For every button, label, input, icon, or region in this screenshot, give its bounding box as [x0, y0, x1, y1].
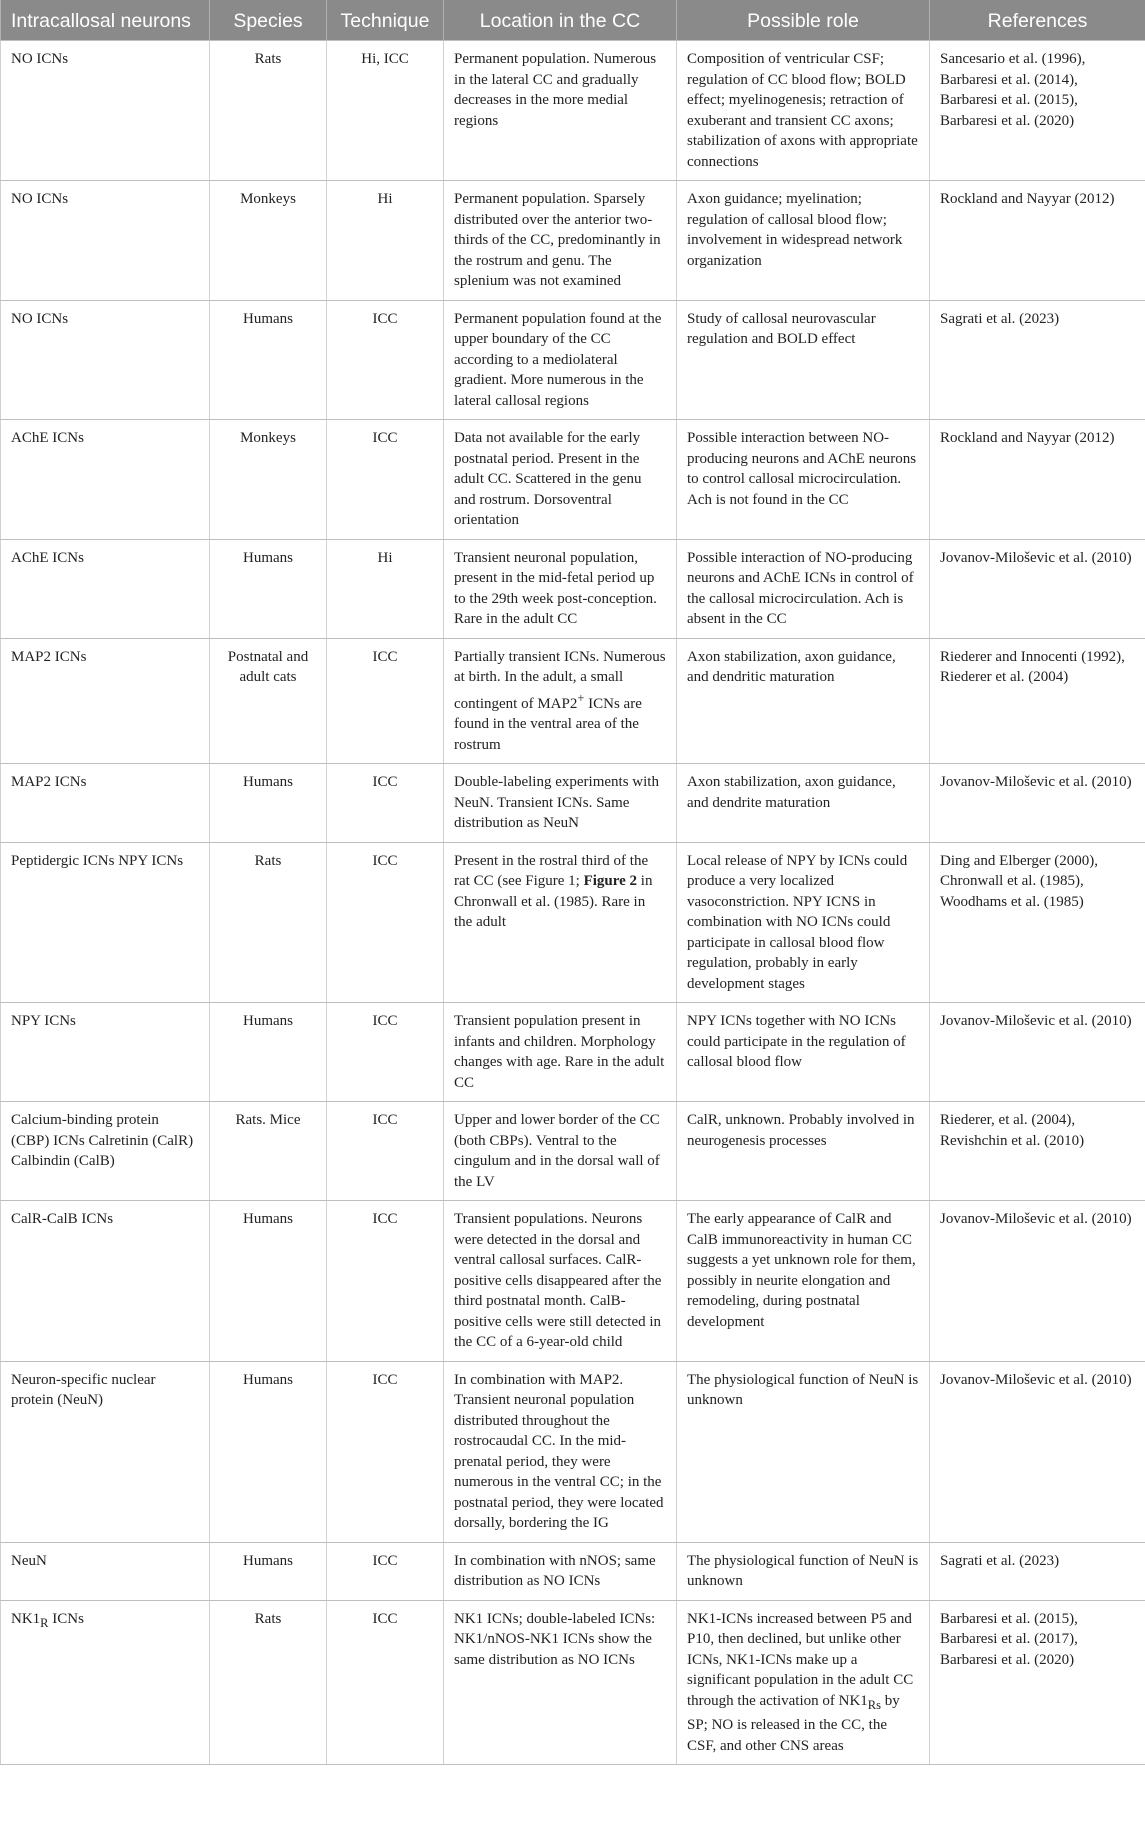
location-text: Present in the rostral third of the rat CC (see Figure 1;: [454, 852, 649, 889]
cell-neurons: NO ICNs: [1, 300, 210, 420]
cell-species: Humans: [210, 764, 327, 843]
cell-species: Humans: [210, 1542, 327, 1600]
header-possible-role: Possible role: [677, 0, 930, 41]
cell-location: Permanent population. Sparsely distributed over the anterior two-thirds of the CC, predominantly in the rostrum and genu. The splenium was not examined: [444, 181, 677, 301]
cell-neurons: [1, 1600, 210, 1765]
cell-species: Humans: [210, 539, 327, 638]
cell-neurons: MAP2 ICNs: [1, 638, 210, 764]
table-header: [1, 0, 1145, 41]
cell-location: In combination with MAP2. Transient neuronal population distributed throughout the rostrocaudal CC. In the mid-prenatal period, they were numerous in the ventral CC; in the postnatal period, they were located dorsally, bordering the IG: [444, 1361, 677, 1542]
header-row: [1, 0, 1145, 41]
cell-location: Transient neuronal population, present in the mid-fetal period up to the 29th week post-conception. Rare in the adult CC: [444, 539, 677, 638]
cell-neurons: NeuN: [1, 1542, 210, 1600]
cell-neurons: NO ICNs: [1, 41, 210, 181]
table-row: [1, 638, 1145, 764]
cell-technique: ICC: [327, 1102, 444, 1201]
table-row: [1, 1542, 1145, 1600]
table-row: [1, 539, 1145, 638]
cell-references: Sagrati et al. (2023): [930, 300, 1145, 420]
cell-neurons: NPY ICNs: [1, 1003, 210, 1102]
cell-role: Axon stabilization, axon guidance, and dendritic maturation: [677, 638, 930, 764]
cell-references: Ding and Elberger (2000), Chronwall et al. (1985), Woodhams et al. (1985): [930, 842, 1145, 1003]
cell-location: Permanent population found at the upper boundary of the CC according to a mediolateral gradient. More numerous in the lateral callosal regions: [444, 300, 677, 420]
cell-role: Possible interaction of NO-producing neurons and AChE ICNs in control of the callosal microcirculation. Ach is absent in the CC: [677, 539, 930, 638]
cell-species: Humans: [210, 300, 327, 420]
cell-location: [444, 638, 677, 764]
cell-references: Jovanov-Miloševic et al. (2010): [930, 1003, 1145, 1102]
cell-references: Jovanov-Miloševic et al. (2010): [930, 1201, 1145, 1362]
cell-location: Permanent population. Numerous in the lateral CC and gradually decreases in the more medial regions: [444, 41, 677, 181]
cell-role: Axon stabilization, axon guidance, and dendrite maturation: [677, 764, 930, 843]
cell-technique: ICC: [327, 842, 444, 1003]
figure-2-link[interactable]: Figure 2: [583, 873, 638, 889]
cell-references: Riederer, et al. (2004), Revishchin et al. (2010): [930, 1102, 1145, 1201]
cell-technique: ICC: [327, 1361, 444, 1542]
cell-role: The early appearance of CalR and CalB immunoreactivity in human CC suggests a yet unknown role for them, possibly in neurite elongation and remodeling, during postnatal development: [677, 1201, 930, 1362]
cell-technique: ICC: [327, 638, 444, 764]
cell-references: Rockland and Nayyar (2012): [930, 181, 1145, 301]
table-row: [1, 842, 1145, 1003]
cell-technique: ICC: [327, 1600, 444, 1765]
cell-role: NPY ICNs together with NO ICNs could participate in the regulation of callosal blood flow: [677, 1003, 930, 1102]
cell-references: Jovanov-Miloševic et al. (2010): [930, 764, 1145, 843]
table-row: [1, 1003, 1145, 1102]
location-text: ICNs are found in the ventral area of the rostrum: [454, 695, 642, 753]
cell-technique: ICC: [327, 764, 444, 843]
cell-species: Monkeys: [210, 181, 327, 301]
cell-location: In combination with nNOS; same distribution as NO ICNs: [444, 1542, 677, 1600]
cell-location: Double-labeling experiments with NeuN. Transient ICNs. Same distribution as NeuN: [444, 764, 677, 843]
table-row: [1, 764, 1145, 843]
cell-technique: ICC: [327, 300, 444, 420]
subscript: R: [40, 1615, 49, 1630]
location-text: in Chronwall et al. (1985). Rare in the adult: [454, 873, 653, 930]
role-text: NK1-ICNs increased between P5 and P10, then declined, but unlike other ICNs, NK1-ICNs make up a significant population in the adult CC through the activation of NK1: [687, 1610, 914, 1709]
header-intracallosal-neurons: Intracallosal neurons: [1, 0, 210, 41]
cell-neurons: MAP2 ICNs: [1, 764, 210, 843]
cell-location: Transient populations. Neurons were detected in the dorsal and ventral callosal surfaces. CalR-positive cells disappeared after the third postnatal month. CalB-positive cells were still detected in the CC of a 6-year-old child: [444, 1201, 677, 1362]
cell-technique: ICC: [327, 1542, 444, 1600]
cell-neurons: Neuron-specific nuclear protein (NeuN): [1, 1361, 210, 1542]
cell-technique: ICC: [327, 1003, 444, 1102]
superscript: +: [577, 690, 585, 705]
header-technique: Technique: [327, 0, 444, 41]
cell-references: Jovanov-Miloševic et al. (2010): [930, 539, 1145, 638]
table-row: [1, 41, 1145, 181]
cell-species: Rats: [210, 842, 327, 1003]
cell-species: Rats: [210, 1600, 327, 1765]
cell-technique: Hi: [327, 181, 444, 301]
cell-role: [677, 1600, 930, 1765]
cell-location: Data not available for the early postnatal period. Present in the adult CC. Scattered in the genu and rostrum. Dorsoventral orientation: [444, 420, 677, 540]
neurons-text: NK1: [11, 1610, 41, 1627]
table-row: [1, 300, 1145, 420]
header-location: Location in the CC: [444, 0, 677, 41]
header-species: Species: [210, 0, 327, 41]
cell-role: The physiological function of NeuN is unknown: [677, 1542, 930, 1600]
cell-technique: Hi: [327, 539, 444, 638]
cell-role: Local release of NPY by ICNs could produce a very localized vasoconstriction. NPY ICNS in combination with NO ICNs could participate in callosal blood flow regulation, probably in early development stages: [677, 842, 930, 1003]
cell-species: Humans: [210, 1003, 327, 1102]
neurons-text: ICNs: [48, 1610, 84, 1627]
cell-role: Axon guidance; myelination; regulation of callosal blood flow; involvement in widespread network organization: [677, 181, 930, 301]
cell-role: CalR, unknown. Probably involved in neurogenesis processes: [677, 1102, 930, 1201]
cell-references: Jovanov-Miloševic et al. (2010): [930, 1361, 1145, 1542]
cell-references: Sancesario et al. (1996), Barbaresi et al. (2014), Barbaresi et al. (2015), Barbaresi et al. (2020): [930, 41, 1145, 181]
cell-species: Rats. Mice: [210, 1102, 327, 1201]
table-row: [1, 1102, 1145, 1201]
cell-neurons: NO ICNs: [1, 181, 210, 301]
cell-technique: ICC: [327, 1201, 444, 1362]
cell-location: Transient population present in infants and children. Morphology changes with age. Rare in the adult CC: [444, 1003, 677, 1102]
cell-species: Humans: [210, 1201, 327, 1362]
table-row: [1, 181, 1145, 301]
subscript: Rs: [867, 1697, 881, 1712]
role-text: by SP; NO is released in the CC, the CSF, and other CNS areas: [687, 1692, 900, 1754]
header-references: References: [930, 0, 1145, 41]
cell-neurons: Calcium-binding protein (CBP) ICNs Calretinin (CalR) Calbindin (CalB): [1, 1102, 210, 1201]
cell-neurons: Peptidergic ICNs NPY ICNs: [1, 842, 210, 1003]
cell-references: Riederer and Innocenti (1992), Riederer et al. (2004): [930, 638, 1145, 764]
cell-references: Barbaresi et al. (2015), Barbaresi et al. (2017), Barbaresi et al. (2020): [930, 1600, 1145, 1765]
cell-neurons: AChE ICNs: [1, 539, 210, 638]
cell-role: Study of callosal neurovascular regulation and BOLD effect: [677, 300, 930, 420]
location-text: Partially transient ICNs. Numerous at birth. In the adult, a small contingent of MAP2: [454, 648, 666, 712]
cell-species: Humans: [210, 1361, 327, 1542]
table-row: [1, 1361, 1145, 1542]
cell-location: Upper and lower border of the CC (both CBPs). Ventral to the cingulum and in the dorsal wall of the LV: [444, 1102, 677, 1201]
cell-species: Rats: [210, 41, 327, 181]
cell-species: Monkeys: [210, 420, 327, 540]
cell-role: Possible interaction between NO-producing neurons and AChE neurons to control callosal microcirculation. Ach is not found in the CC: [677, 420, 930, 540]
table-body: [1, 41, 1145, 1765]
table-row: [1, 1201, 1145, 1362]
cell-neurons: CalR-CalB ICNs: [1, 1201, 210, 1362]
table-row: [1, 420, 1145, 540]
cell-location: NK1 ICNs; double-labeled ICNs: NK1/nNOS-NK1 ICNs show the same distribution as NO ICNs: [444, 1600, 677, 1765]
cell-role: The physiological function of NeuN is unknown: [677, 1361, 930, 1542]
cell-technique: Hi, ICC: [327, 41, 444, 181]
cell-neurons: AChE ICNs: [1, 420, 210, 540]
cell-species: Postnatal and adult cats: [210, 638, 327, 764]
cell-references: Sagrati et al. (2023): [930, 1542, 1145, 1600]
cell-location: [444, 842, 677, 1003]
cell-references: Rockland and Nayyar (2012): [930, 420, 1145, 540]
cell-role: Composition of ventricular CSF; regulation of CC blood flow; BOLD effect; myelinogenesis; retraction of exuberant and transient CC axons; stabilization of axons with appropriate connections: [677, 41, 930, 181]
cell-technique: ICC: [327, 420, 444, 540]
table-row: [1, 1600, 1145, 1765]
